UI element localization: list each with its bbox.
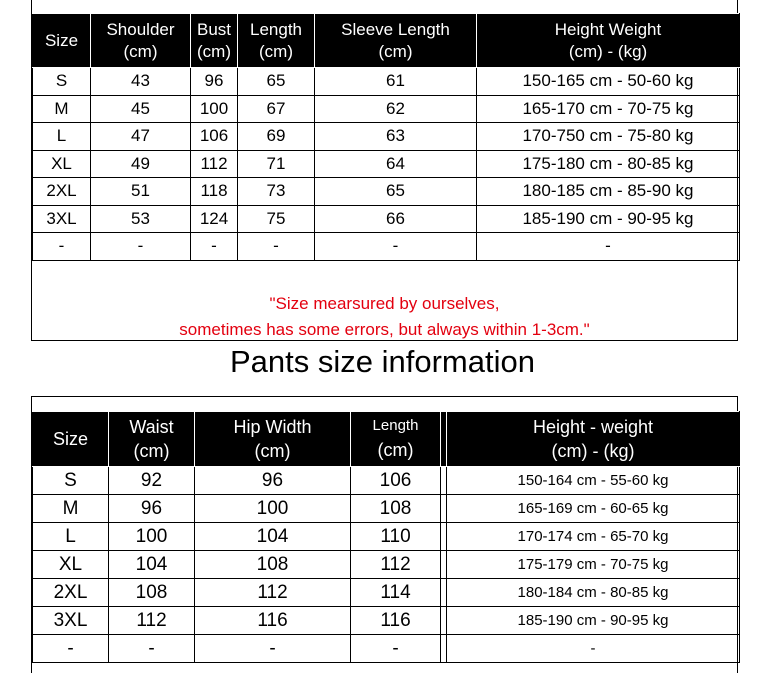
table-row <box>33 233 740 261</box>
table-cell: 73 <box>238 178 315 206</box>
table-cell: 112 <box>351 551 441 579</box>
table-cell: 110 <box>351 523 441 551</box>
table-cell: - <box>91 233 191 261</box>
header-length: Length (cm) <box>238 14 315 68</box>
table-cell: 96 <box>191 68 238 96</box>
table-row <box>33 495 740 523</box>
table-cell: 75 <box>238 205 315 233</box>
table-cell: 104 <box>109 551 195 579</box>
table-cell: 49 <box>91 150 191 178</box>
table-cell: M <box>33 495 109 523</box>
header-shoulder: Shoulder (cm) <box>91 14 191 68</box>
table-cell: S <box>33 68 91 96</box>
header-hip-width: Hip Width (cm) <box>195 412 351 467</box>
table-cell: 69 <box>238 123 315 151</box>
header-bust: Bust (cm) <box>191 14 238 68</box>
table-cell: 96 <box>195 467 351 495</box>
table-cell: 108 <box>109 579 195 607</box>
table-cell: 51 <box>91 178 191 206</box>
pants-section-title: Pants size information <box>230 344 535 379</box>
table-cell: 100 <box>109 523 195 551</box>
shirt-size-table <box>32 13 740 261</box>
table-cell: - <box>447 635 740 663</box>
table-cell: 185-190 cm - 90-95 kg <box>447 607 740 635</box>
table-cell: 43 <box>91 68 191 96</box>
table-cell: 170-750 cm - 75-80 kg <box>477 123 740 151</box>
table-cell: 165-169 cm - 60-65 kg <box>447 495 740 523</box>
table-cell: - <box>33 233 91 261</box>
table-cell: 63 <box>315 123 477 151</box>
table-cell: 112 <box>109 607 195 635</box>
table-cell: L <box>33 523 109 551</box>
table-cell: 65 <box>238 68 315 96</box>
header-sleeve-length: Sleeve Length (cm) <box>315 14 477 68</box>
header-height-weight: Height - weight (cm) - (kg) <box>447 412 740 467</box>
table-cell: S <box>33 467 109 495</box>
table-cell: 114 <box>351 579 441 607</box>
pants-header-row <box>33 412 740 467</box>
table-cell: 45 <box>91 95 191 123</box>
table-row <box>33 150 740 178</box>
table-cell: 108 <box>351 495 441 523</box>
table-row <box>33 467 740 495</box>
table-cell: 67 <box>238 95 315 123</box>
table-cell: 112 <box>195 579 351 607</box>
table-cell: 116 <box>195 607 351 635</box>
table-row <box>33 579 740 607</box>
table-cell: 112 <box>191 150 238 178</box>
table-row <box>33 178 740 206</box>
table-cell: - <box>238 233 315 261</box>
table-cell: 100 <box>191 95 238 123</box>
table-cell: 53 <box>91 205 191 233</box>
table-cell: 71 <box>238 150 315 178</box>
table-cell: M <box>33 95 91 123</box>
table-cell: 180-185 cm - 85-90 kg <box>477 178 740 206</box>
table-cell: 106 <box>351 467 441 495</box>
table-row <box>33 551 740 579</box>
table-row <box>33 123 740 151</box>
table-row <box>33 205 740 233</box>
table-cell: 108 <box>195 551 351 579</box>
table-cell: 3XL <box>33 607 109 635</box>
table-cell: 62 <box>315 95 477 123</box>
table-cell: 92 <box>109 467 195 495</box>
header-size: Size <box>33 14 91 68</box>
table-cell: 150-164 cm - 55-60 kg <box>447 467 740 495</box>
table-cell: 2XL <box>33 178 91 206</box>
header-waist: Waist (cm) <box>109 412 195 467</box>
table-cell: XL <box>33 551 109 579</box>
table-cell: - <box>191 233 238 261</box>
table-cell: L <box>33 123 91 151</box>
shirt-header-row <box>33 14 740 68</box>
table-cell: 61 <box>315 68 477 96</box>
table-row <box>33 95 740 123</box>
table-cell: - <box>315 233 477 261</box>
pants-size-table <box>32 411 740 663</box>
table-row <box>33 68 740 96</box>
table-cell: - <box>477 233 740 261</box>
table-cell: 150-165 cm - 50-60 kg <box>477 68 740 96</box>
header-length: Length (cm) <box>351 412 441 467</box>
table-cell: 64 <box>315 150 477 178</box>
measurement-note-line1: "Size mearsured by ourselves, <box>269 294 500 313</box>
table-cell: - <box>109 635 195 663</box>
table-cell: 3XL <box>33 205 91 233</box>
table-cell: 118 <box>191 178 238 206</box>
table-cell: 100 <box>195 495 351 523</box>
table-cell: 185-190 cm - 90-95 kg <box>477 205 740 233</box>
measurement-note-line2: sometimes has some errors, but always within 1-3cm." <box>179 320 590 339</box>
table-cell: 104 <box>195 523 351 551</box>
table-cell: 66 <box>315 205 477 233</box>
table-cell: 106 <box>191 123 238 151</box>
table-cell: - <box>351 635 441 663</box>
table-cell: 165-170 cm - 70-75 kg <box>477 95 740 123</box>
table-cell: 65 <box>315 178 477 206</box>
table-cell: XL <box>33 150 91 178</box>
table-cell: - <box>33 635 109 663</box>
table-cell: 47 <box>91 123 191 151</box>
table-cell: 170-174 cm - 65-70 kg <box>447 523 740 551</box>
header-size: Size <box>33 412 109 467</box>
table-row <box>33 523 740 551</box>
table-row <box>33 635 740 663</box>
table-cell: 2XL <box>33 579 109 607</box>
table-cell: 96 <box>109 495 195 523</box>
table-cell: 180-184 cm - 80-85 kg <box>447 579 740 607</box>
table-cell: - <box>195 635 351 663</box>
table-cell: 175-179 cm - 70-75 kg <box>447 551 740 579</box>
table-row <box>33 607 740 635</box>
table-cell: 124 <box>191 205 238 233</box>
table-cell: 116 <box>351 607 441 635</box>
header-height-weight: Height Weight (cm) - (kg) <box>477 14 740 68</box>
table-cell: 175-180 cm - 80-85 kg <box>477 150 740 178</box>
